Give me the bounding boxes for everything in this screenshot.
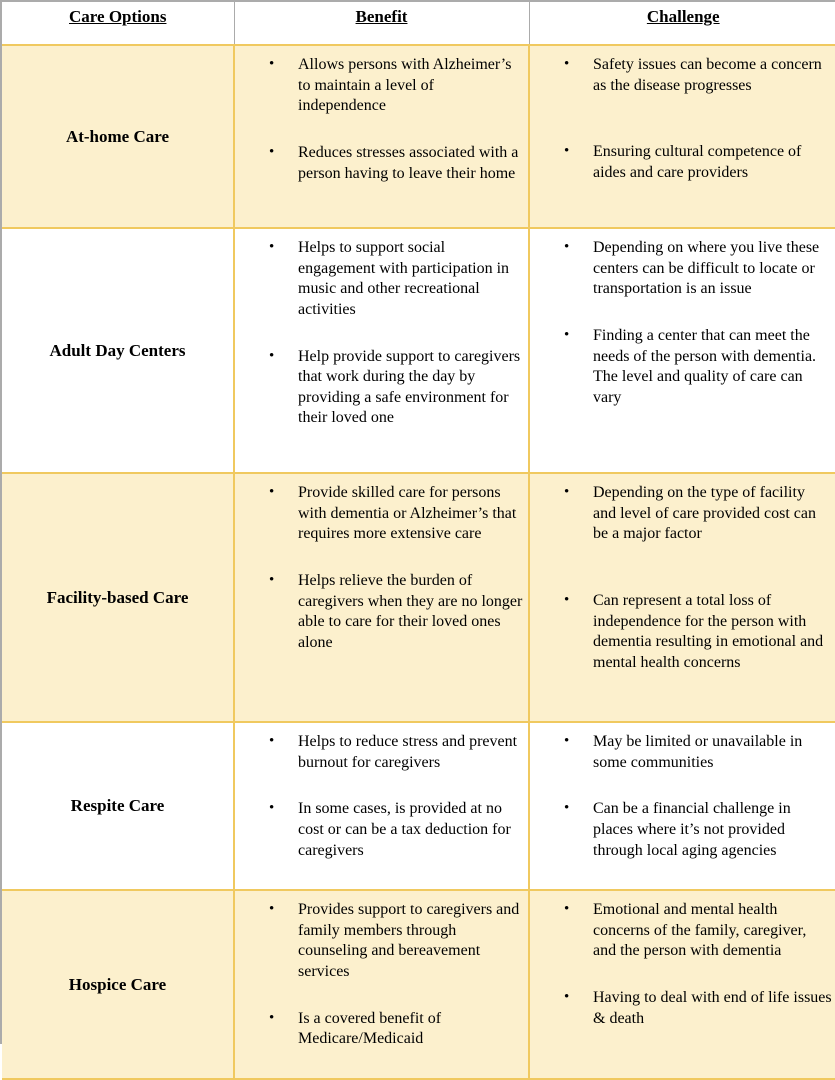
bullet-text: Having to deal with end of life issues & death: [593, 989, 832, 1027]
list-item: [564, 238, 832, 300]
benefit-cell: [234, 45, 529, 228]
list-item: [564, 326, 832, 409]
list-item: [269, 143, 523, 184]
bullet-icon: •: [269, 143, 275, 160]
challenge-cell: [529, 722, 835, 890]
care-comparison-table: [2, 2, 835, 1080]
bullet-icon: •: [564, 901, 570, 918]
challenge-cell: [529, 45, 835, 228]
benefit-cell: [234, 228, 529, 473]
bullet-text: Helps to support social engagement with participation in music and other recreational activities: [298, 239, 510, 318]
list-item: [564, 732, 832, 773]
bullet-icon: •: [564, 326, 570, 343]
bullet-text: Helps relieve the burden of caregivers when they are no longer able to care for their loved ones alone: [298, 571, 523, 651]
bullet-icon: •: [269, 56, 275, 72]
list-item: [564, 900, 832, 962]
list-item: [269, 799, 523, 861]
column-header-label: Benefit: [355, 7, 408, 26]
table-row-respite-care: [2, 722, 835, 890]
row-label: Hospice Care: [2, 890, 234, 1079]
bullet-icon: •: [564, 733, 570, 749]
list-item: [269, 238, 523, 321]
list-item: [564, 591, 832, 674]
list-item: [269, 900, 523, 983]
list-item: [564, 142, 832, 183]
bullet-text: Reduces stresses associated with a person having to leave their home: [298, 143, 519, 182]
row-label: Respite Care: [2, 722, 234, 890]
table-row-hospice-care: [2, 890, 835, 1079]
benefit-cell: [234, 473, 529, 722]
bullet-text: Depending on the type of facility and level of care provided cost can be a major factor: [593, 484, 817, 543]
bullet-icon: •: [269, 1009, 275, 1026]
bullet-icon: •: [269, 800, 275, 817]
bullet-text: Can be a financial challenge in places where it’s not provided through local aging agencies: [593, 800, 791, 859]
row-label: At-home Care: [2, 45, 234, 228]
challenge-cell: [529, 890, 835, 1079]
bullet-text: Provides support to caregivers and family members through counseling and bereavement services: [298, 901, 520, 980]
bullet-text: Safety issues can become a concern as the disease progresses: [593, 56, 822, 94]
bullet-text: Ensuring cultural competence of aides and care providers: [593, 143, 802, 181]
bullet-icon: •: [269, 239, 275, 255]
column-header-care-options: [2, 2, 234, 45]
bullet-icon: •: [564, 484, 570, 500]
bullet-icon: •: [564, 989, 570, 1005]
bullet-text: Provide skilled care for persons with dementia or Alzheimer’s that requires more extensive care: [298, 484, 517, 543]
bullet-text: Depending on where you live these centers can be difficult to locate or transportation is an issue: [593, 239, 820, 298]
bullet-text: In some cases, is provided at no cost or can be a tax deduction for caregivers: [298, 800, 511, 859]
benefit-cell: [234, 722, 529, 890]
list-item: [564, 799, 832, 861]
bullet-text: Help provide support to caregivers that work during the day by providing a safe environment for their loved one: [298, 347, 521, 427]
bullet-icon: •: [269, 901, 275, 918]
bullet-icon: •: [269, 347, 275, 364]
list-item: [564, 483, 832, 545]
bullet-text: May be limited or unavailable in some communities: [593, 733, 803, 771]
benefit-cell: [234, 890, 529, 1079]
list-item: [564, 55, 832, 96]
bullet-icon: •: [564, 591, 570, 608]
row-label: Facility-based Care: [2, 473, 234, 722]
table-row-facility-based-care: [2, 473, 835, 722]
bullet-text: Allows persons with Alzheimer’s to maintain a level of independence: [298, 56, 512, 115]
bullet-icon: •: [269, 484, 275, 500]
bullet-icon: •: [564, 56, 570, 72]
bullet-text: Emotional and mental health concerns of the family, caregiver, and the person with dementia: [593, 901, 807, 960]
list-item: [269, 55, 523, 117]
column-header-challenge: [529, 2, 835, 45]
column-header-benefit: [234, 2, 529, 45]
challenge-cell: [529, 473, 835, 722]
bullet-icon: •: [564, 143, 570, 160]
table-row-at-home-care: [2, 45, 835, 228]
list-item: [564, 988, 832, 1029]
bullet-icon: •: [564, 800, 570, 817]
list-item: [269, 732, 523, 773]
bullet-text: Helps to reduce stress and prevent burnout for caregivers: [298, 733, 518, 771]
challenge-cell: [529, 228, 835, 473]
table-row-adult-day-centers: [2, 228, 835, 473]
bullet-text: Finding a center that can meet the needs of the person with dementia. The level and quality of care can vary: [593, 326, 817, 406]
list-item: [269, 483, 523, 545]
list-item: [269, 571, 523, 654]
column-header-label: Care Options: [69, 7, 167, 26]
bullet-icon: •: [269, 571, 275, 588]
column-header-label: Challenge: [646, 7, 720, 26]
table-header-row: [2, 2, 835, 45]
bullet-text: Can represent a total loss of independence for the person with dementia resulting in emotional and mental health concerns: [593, 591, 824, 671]
bullet-icon: •: [269, 733, 275, 749]
list-item: [269, 347, 523, 430]
bullet-text: Is a covered benefit of Medicare/Medicaid: [298, 1009, 442, 1048]
bullet-icon: •: [564, 239, 570, 255]
row-label: Adult Day Centers: [2, 228, 234, 473]
